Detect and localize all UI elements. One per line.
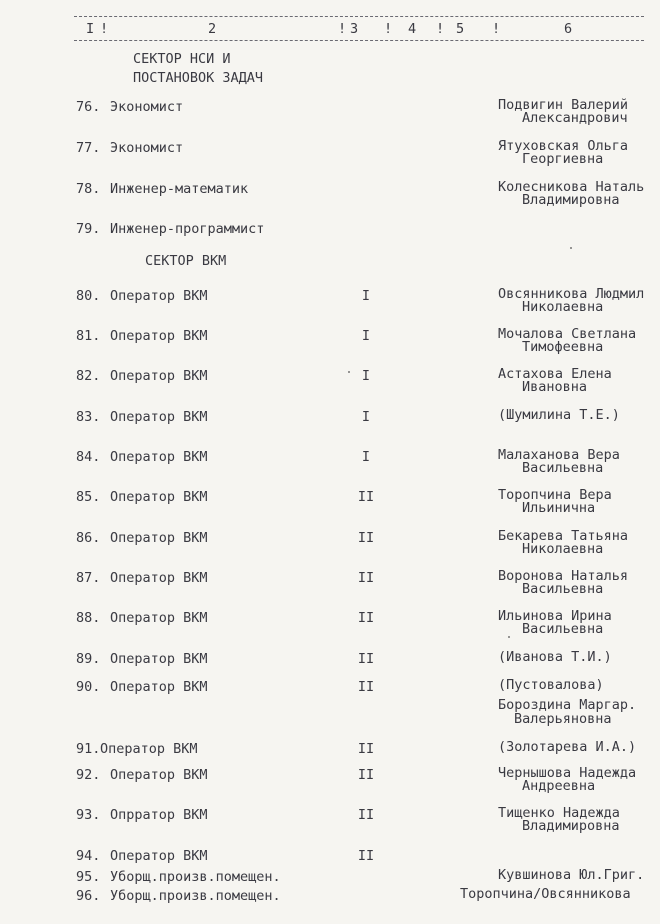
grade-category: II (357, 767, 375, 783)
row-number: 78. (76, 181, 101, 197)
position-title: Оператор ВКМ (110, 530, 208, 546)
grade-category: II (357, 610, 375, 626)
row-number: 82. (76, 368, 101, 384)
staff-row (0, 287, 660, 323)
employee-name-cont: Андреевна (522, 778, 596, 794)
grade-category: I (361, 449, 371, 465)
column-number-2: 2 (208, 21, 217, 37)
staff-row (0, 488, 660, 524)
employee-name: Колесникова Наталь (498, 179, 645, 195)
row-number: 91. (76, 741, 101, 757)
employee-name: (Шумилина Т.Е.) (498, 407, 620, 423)
scan-speck (508, 636, 510, 638)
employee-name: Воронова Наталья (498, 568, 629, 584)
employee-name: Ятуховская Ольга (498, 138, 629, 154)
staff-row (0, 569, 660, 605)
employee-name-cont: Александрович (522, 110, 628, 126)
grade-category: II (357, 530, 375, 546)
scan-speck (348, 371, 350, 373)
row-number: 88. (76, 610, 101, 626)
column-number-4: 4 (408, 21, 417, 37)
row-number: 94. (76, 848, 101, 864)
position-title: Опрратор ВКМ (110, 807, 208, 823)
section-heading-vkm: СЕКТОР ВКМ (145, 253, 227, 269)
header-rule-top (74, 16, 644, 17)
employee-name: (Пустовалова) (498, 677, 604, 693)
row-number: 86. (76, 530, 101, 546)
employee-name-cont: Николаевна (522, 299, 604, 315)
row-number: 89. (76, 651, 101, 667)
employee-name-cont: Николаевна (522, 541, 604, 557)
position-title: Оператор ВКМ (100, 741, 198, 757)
position-title: Оператор ВКМ (110, 489, 208, 505)
section-heading-nsi-line2: ПОСТАНОВОК ЗАДАЧ (133, 70, 264, 86)
position-title: Оператор ВКМ (110, 651, 208, 667)
position-title: Инженер-математик (110, 181, 249, 197)
row-number: 93. (76, 807, 101, 823)
employee-name: Мочалова Светлана (498, 326, 637, 342)
position-title: Уборщ.произв.помещен. (110, 888, 281, 904)
employee-name-cont: Ивановна (522, 379, 588, 395)
staff-row (0, 98, 660, 134)
staff-row (0, 180, 660, 216)
position-title: Уборщ.произв.помещен. (110, 869, 281, 885)
employee-name: Торопчина/Овсянникова (460, 886, 631, 902)
grade-category: II (357, 848, 375, 864)
staff-row (0, 367, 660, 403)
grade-category: II (357, 807, 375, 823)
employee-name: (Золотарева И.А.) (498, 739, 637, 755)
staff-row (0, 220, 660, 256)
column-number-5: 5 (456, 21, 465, 37)
grade-category: II (357, 741, 375, 757)
column-number-6: 6 (564, 21, 573, 37)
grade-category: I (361, 288, 371, 304)
column-separator: ! (436, 21, 445, 37)
staff-row (0, 529, 660, 565)
position-title: Оператор ВКМ (110, 679, 208, 695)
employee-name: Торопчина Вера (498, 487, 612, 503)
staff-row (0, 677, 660, 727)
employee-name-cont: Владимировна (522, 818, 620, 834)
scan-speck (570, 247, 572, 249)
employee-name: Малаханова Вера (498, 447, 620, 463)
staff-row (0, 887, 660, 923)
position-title: Оператор ВКМ (110, 570, 208, 586)
row-number: 87. (76, 570, 101, 586)
employee-name-cont: Валерьяновна (514, 711, 612, 727)
row-number: 76. (76, 99, 101, 115)
grade-category: II (357, 679, 375, 695)
row-number: 81. (76, 328, 101, 344)
employee-name: Подвигин Валерий (498, 97, 629, 113)
position-title: Оператор ВКМ (110, 449, 208, 465)
header-rule-bottom (74, 40, 644, 41)
column-separator: ! (384, 21, 393, 37)
grade-category: I (361, 368, 371, 384)
employee-name-cont: Васильевна (522, 581, 604, 597)
employee-name-cont: Тимофеевна (522, 339, 604, 355)
employee-name: Чернышова Надежда (498, 765, 637, 781)
grade-category: II (357, 651, 375, 667)
row-number: 92. (76, 767, 101, 783)
column-separator: ! (492, 21, 501, 37)
position-title: Оператор ВКМ (110, 767, 208, 783)
employee-name-cont: Васильевна (522, 460, 604, 476)
staff-row (0, 139, 660, 175)
position-title: Оператор ВКМ (110, 328, 208, 344)
employee-name: Ильинова Ирина (498, 608, 612, 624)
row-number: 90. (76, 679, 101, 695)
row-number: 84. (76, 449, 101, 465)
employee-name: Астахова Елена (498, 366, 612, 382)
employee-name: (Иванова Т.И.) (498, 649, 612, 665)
staff-row (0, 766, 660, 802)
employee-name: Овсянникова Людмил (498, 286, 645, 302)
row-number: 79. (76, 221, 101, 237)
grade-category: I (361, 328, 371, 344)
employee-name: Тищенко Надежда (498, 805, 620, 821)
employee-name-cont: Васильевна (522, 621, 604, 637)
staff-row (0, 609, 660, 645)
staff-row (0, 806, 660, 842)
grade-category: II (357, 489, 375, 505)
grade-category: I (361, 409, 371, 425)
position-title: Оператор ВКМ (110, 368, 208, 384)
staff-row (0, 327, 660, 363)
grade-category: II (357, 570, 375, 586)
employee-name-cont: Владимировна (522, 192, 620, 208)
column-number-3: 3 (350, 21, 359, 37)
row-number: 96. (76, 888, 101, 904)
staff-row (0, 448, 660, 484)
section-heading-nsi: СЕКТОР НСИ И (133, 51, 231, 67)
employee-name-cont: Ильинична (522, 500, 596, 516)
employee-name: Кувшинова Юл.Григ. (498, 867, 645, 883)
row-number: 95. (76, 869, 101, 885)
row-number: 85. (76, 489, 101, 505)
row-number: 80. (76, 288, 101, 304)
position-title: Оператор ВКМ (110, 288, 208, 304)
column-number-1: I (86, 21, 95, 37)
employee-name-cont: Георгиевна (522, 151, 604, 167)
position-title: Оператор ВКМ (110, 848, 208, 864)
employee-name: Бекарева Татьяна (498, 528, 629, 544)
position-title: Оператор ВКМ (110, 610, 208, 626)
row-number: 77. (76, 140, 101, 156)
position-title: Экономист (110, 140, 184, 156)
employee-name-cont: Бороздина Маргар. (498, 697, 637, 713)
position-title: Инженер-программист (110, 221, 265, 237)
position-title: Экономист (110, 99, 184, 115)
column-separator: ! (100, 21, 109, 37)
position-title: Оператор ВКМ (110, 409, 208, 425)
staff-row (0, 408, 660, 444)
row-number: 83. (76, 409, 101, 425)
column-separator: ! (338, 21, 347, 37)
